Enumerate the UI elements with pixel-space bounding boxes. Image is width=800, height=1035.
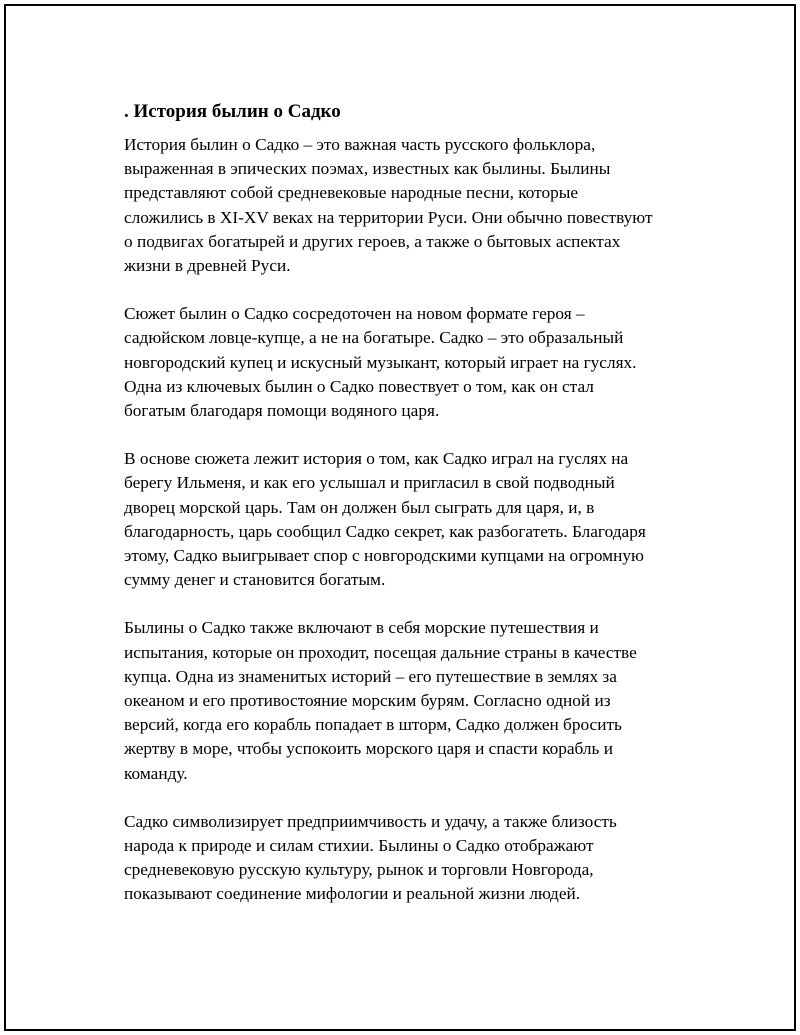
paragraph-5: [124, 810, 704, 907]
text-line: дворец морской царь. Там он должен был сыграть для царя, и, в: [124, 497, 595, 517]
text-line: сложились в XI-XV веках на территории Руси. Они обычно повествуют: [124, 207, 653, 227]
text-line: берегу Ильменя, и как его услышал и пригласил в свой подводный: [124, 473, 615, 493]
paragraph-2: [124, 302, 704, 423]
text-line: о подвигах богатырей и других героев, а также о бытовых аспектах: [124, 231, 621, 251]
text-line: История былин о Садко – это важная часть русского фольклора,: [124, 135, 596, 154]
text-line: купца. Одна из знаменитых историй – его путешествие в землях за: [124, 666, 617, 686]
text-line: версий, когда его корабль попадает в шторм, Садко должен бросить: [124, 715, 622, 735]
text-line: садюйском ловце-купце, а не на богатыре. Садко – это образальный: [124, 328, 624, 348]
text-line: средневековую русскую культуру, рынок и торговли Новгорода,: [124, 860, 594, 880]
text-line: команду.: [124, 763, 188, 783]
text-line: океаном и его противостояние морским бурям. Согласно одной из: [124, 691, 611, 711]
page-frame: [4, 4, 796, 1031]
text-line: сумму денег и становится богатым.: [124, 570, 386, 590]
text-line: показывают соединение мифологии и реальной жизни людей.: [124, 884, 581, 904]
document-body: [124, 98, 704, 931]
text-line: Садко символизирует предприимчивость и удачу, а также близость: [124, 811, 617, 831]
text-line: Сюжет былин о Садко сосредоточен на новом формате героя –: [124, 304, 585, 324]
paragraph-4: [124, 616, 704, 785]
text-line: народа к природе и силам стихии. Былины о Садко отображают: [124, 836, 594, 856]
text-line: представляют собой средневековые народные песни, которые: [124, 183, 579, 203]
paragraph-3: [124, 447, 704, 592]
text-line: богатым благодаря помощи водяного царя.: [124, 401, 440, 421]
paragraph-1: [124, 133, 704, 278]
text-line: Одна из ключевых былин о Садко повествует о том, как он стал: [124, 376, 594, 396]
text-line: новгородский купец и искусный музыкант, который играет на гуслях.: [124, 352, 637, 372]
text-line: жизни в древней Руси.: [124, 256, 291, 276]
text-line: Былины о Садко также включают в себя морские путешествия и: [124, 618, 599, 638]
text-line: В основе сюжета лежит история о том, как Садко играл на гуслях на: [124, 449, 629, 469]
text-line: этому, Садко выигрывает спор с новгородскими купцами на огромную: [124, 546, 644, 566]
text-line: испытания, которые он проходит, посещая дальние страны в качестве: [124, 642, 637, 662]
document-heading: . История былин о Садко: [124, 101, 341, 122]
text-line: благодарность, царь сообщил Садко секрет, как разбогатеть. Благодаря: [124, 521, 646, 541]
text-line: жертву в море, чтобы успокоить морского царя и спасти корабль и: [124, 739, 613, 759]
text-line: выраженная в эпических поэмах, известных как былины. Былины: [124, 159, 611, 179]
